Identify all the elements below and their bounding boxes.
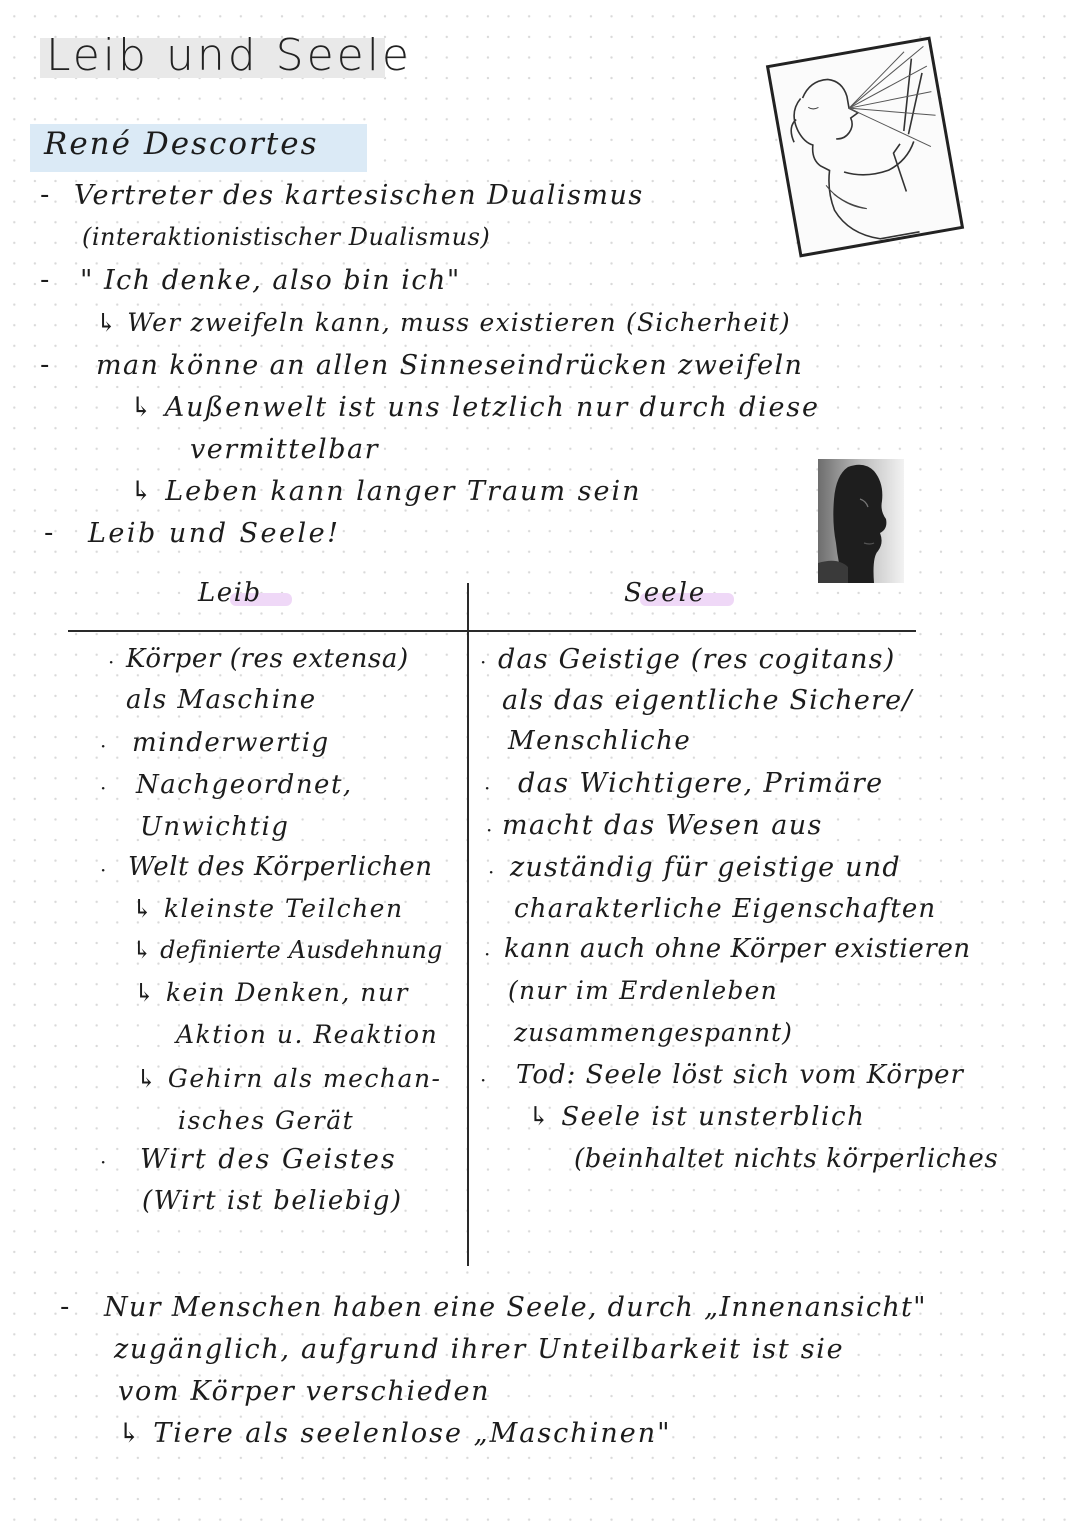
point-leib-seele: Leib und Seele! bbox=[88, 518, 341, 549]
leib-line: ↳ kein Denken, nur bbox=[134, 978, 409, 1007]
dash-bullet: - bbox=[44, 518, 55, 548]
leib-line: Nachgeordnet, bbox=[136, 770, 353, 800]
list-bullet: · bbox=[100, 776, 108, 800]
leib-line: ↳ definierte Ausdehnung bbox=[132, 936, 443, 964]
conclusion-line4: ↳ Tiere als seelenlose „Maschinen" bbox=[118, 1418, 672, 1449]
conclusion-line2: zugänglich, aufgrund ihrer Unteilbarkeit ist sie bbox=[114, 1334, 845, 1365]
point-senses-line2: ↳ Außenwelt ist uns letzlich nur durch diese bbox=[130, 392, 820, 423]
dash-bullet: - bbox=[40, 180, 51, 210]
leib-line: ↳ kleinste Teilchen bbox=[132, 894, 404, 923]
leib-line: (Wirt ist beliebig) bbox=[142, 1186, 403, 1216]
column-header-seele: Seele bbox=[624, 578, 707, 608]
leib-line: Wirt des Geistes bbox=[140, 1144, 397, 1175]
seele-line: das Geistige (res cogitans) bbox=[498, 644, 896, 675]
list-bullet: · bbox=[100, 1150, 108, 1174]
leib-line: isches Gerät bbox=[178, 1106, 355, 1135]
list-bullet: · bbox=[488, 860, 496, 884]
leib-line: Aktion u. Reaktion bbox=[176, 1020, 439, 1049]
descartes-sketch-illustration bbox=[764, 35, 966, 260]
point-senses-line3: vermittelbar bbox=[190, 434, 379, 465]
point-senses-line4: ↳ Leben kann langer Traum sein bbox=[130, 476, 642, 507]
list-bullet: · bbox=[484, 942, 492, 966]
seele-line: kann auch ohne Körper existieren bbox=[504, 934, 971, 964]
list-bullet: · bbox=[484, 776, 492, 800]
point-senses-line1: man könne an allen Sinneseindrücken zweifeln bbox=[96, 350, 804, 381]
seele-line: Menschliche bbox=[508, 726, 692, 756]
dash-bullet: - bbox=[40, 265, 51, 295]
seele-line: zuständig für geistige und bbox=[510, 852, 901, 883]
leib-line: Welt des Körperlichen bbox=[128, 852, 433, 882]
leib-line: Körper (res extensa) bbox=[126, 644, 409, 674]
seele-line: zusammengespannt) bbox=[514, 1018, 793, 1047]
dash-bullet: - bbox=[60, 1292, 71, 1322]
list-bullet: · bbox=[108, 650, 116, 674]
face-illusion-image bbox=[818, 459, 904, 583]
author-heading: René Descortes bbox=[44, 126, 319, 162]
list-bullet: · bbox=[100, 858, 108, 882]
page-title: Leib und Seele bbox=[46, 30, 413, 81]
leib-line: Unwichtig bbox=[140, 812, 290, 842]
point-cogito-line2: ↳ Wer zweifeln kann, muss existieren (Sicherheit) bbox=[96, 308, 791, 337]
list-bullet: · bbox=[486, 818, 494, 842]
list-bullet: · bbox=[480, 1068, 488, 1092]
seele-line: (beinhaltet nichts körperliches bbox=[574, 1144, 999, 1174]
seele-line: als das eigentliche Sichere/ bbox=[502, 685, 913, 716]
list-bullet: · bbox=[480, 650, 488, 674]
table-horizontal-rule bbox=[68, 630, 916, 632]
seele-line: Tod: Seele löst sich vom Körper bbox=[516, 1060, 964, 1090]
conclusion-line1: Nur Menschen haben eine Seele, durch „Innenansicht" bbox=[104, 1292, 927, 1323]
column-header-leib: Leib bbox=[198, 578, 262, 608]
seele-line: ↳ Seele ist unsterblich bbox=[528, 1102, 866, 1132]
conclusion-line3: vom Körper verschieden bbox=[118, 1376, 491, 1407]
leib-line: minderwertig bbox=[132, 728, 330, 758]
seele-line: (nur im Erdenleben bbox=[508, 976, 778, 1005]
seele-line: macht das Wesen aus bbox=[502, 810, 823, 841]
seele-line: charakterliche Eigenschaften bbox=[514, 894, 937, 924]
point-cogito-line1: " Ich denke, also bin ich" bbox=[80, 265, 461, 296]
table-vertical-rule bbox=[467, 583, 469, 1266]
seele-line: das Wichtigere, Primäre bbox=[518, 768, 884, 799]
point-dualism-line2: (interaktionistischer Dualismus) bbox=[82, 223, 491, 251]
point-dualism-line1: Vertreter des kartesischen Dualismus bbox=[74, 180, 644, 211]
leib-line: ↳ Gehirn als mechan- bbox=[136, 1064, 442, 1093]
list-bullet: · bbox=[100, 734, 108, 758]
leib-line: als Maschine bbox=[126, 685, 317, 715]
dash-bullet: - bbox=[40, 350, 51, 380]
